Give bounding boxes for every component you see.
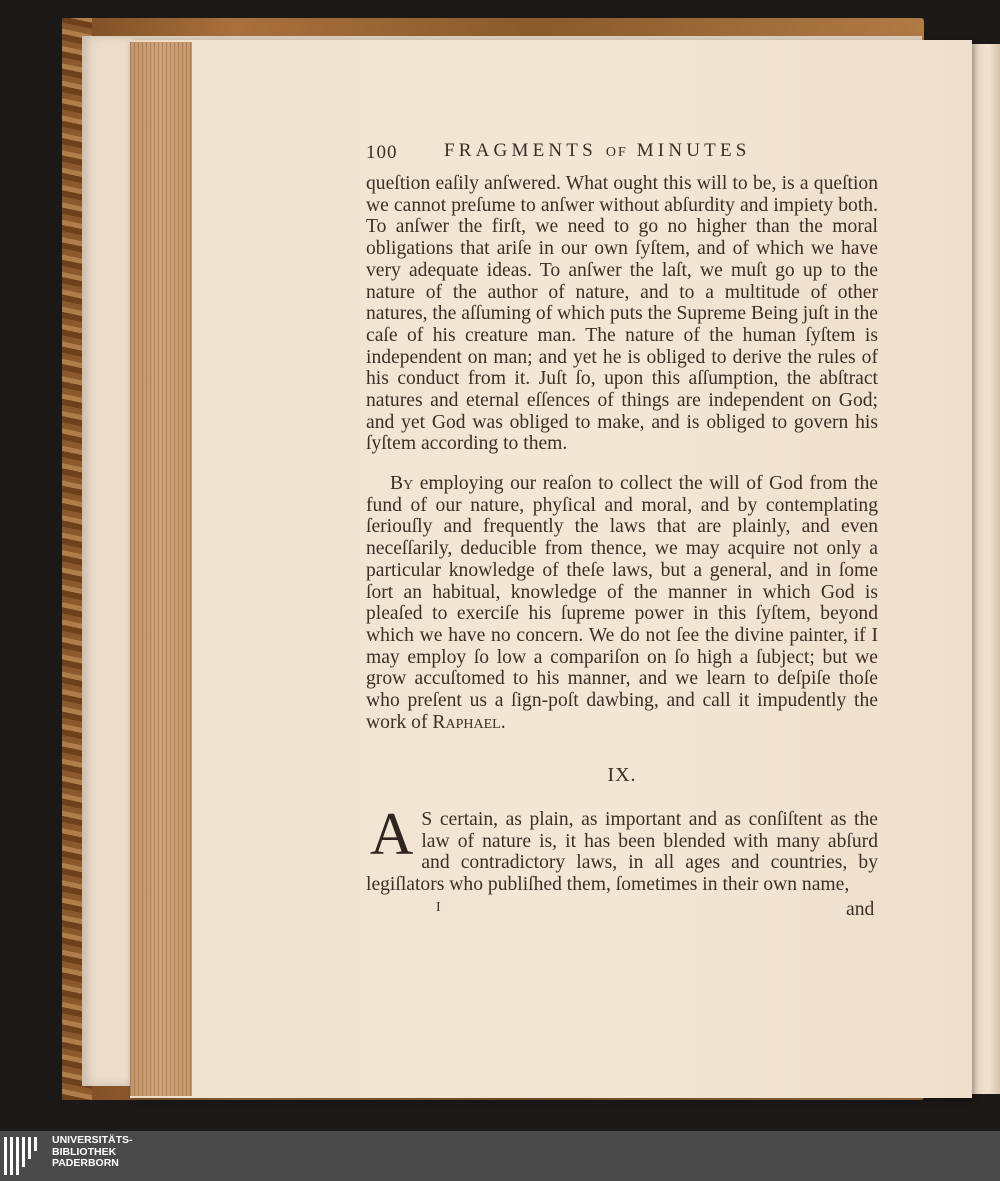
catchword: and [846, 899, 875, 920]
page-edges [130, 42, 192, 1096]
library-bars-logo-icon [2, 1135, 44, 1177]
paragraph-3 [366, 801, 878, 896]
library-name [52, 1135, 133, 1170]
next-leaf-edge [972, 44, 1000, 1094]
running-title-part1: FRAGMENTS [444, 140, 597, 161]
drop-cap: A [370, 801, 414, 867]
signature-mark: I [436, 900, 441, 915]
paragraph-2-end: . [500, 711, 506, 733]
paragraph-2-lead: By [390, 473, 414, 494]
section-number: IX. [607, 764, 637, 786]
running-title [444, 140, 751, 162]
paragraph-2 [366, 473, 878, 733]
running-title-or: OF [605, 145, 628, 160]
running-title-part2: MINUTES [636, 140, 751, 161]
paragraph-2-body: employing our reaſon to collect the will of God from the fund of our nature, phyſical and moral, and by contemplating ſeriouſly and frequently the laws that are plainly, and even neceſſarily, deducible from thence, we may acquire not only a particular knowledge of theſe laws, but a general, and in ſome ſort an habitual, knowledge of the manner in which God is pleaſed to exerciſe his ſupreme power in this ſyſtem, beyond which we have no concern. We do not ſee the divine painter, if I may employ ſo low a compariſon on ſo high a ſubject; but we grow accuſtomed to his manner, and we learn to deſpiſe thoſe who preſent us a ſign-poſt dawbing, and call it impudently the work of [366, 473, 878, 733]
running-head [366, 140, 878, 166]
library-name-line2: BIBLIOTHEK [52, 1145, 117, 1158]
paragraph-1: queſtion eaſily anſwered. What ought this will to be, is a queſtion we cannot preſume to anſwer without abſurdity and impiety both. To anſwer the firſt, we need to go no higher than the moral obligations that ariſe in our own ſyſtem, and of which we have very adequate ideas. To anſwer the laſt, we muſt go up to the nature of the author of nature, and to a multitude of other natures, the aſſuming of which puts the Supreme Being juſt in the caſe of his creature man. The nature of the human ſyſtem is independent on man; and yet he is obliged to derive the rules of his conduct from it. Juſt ſo, upon this aſſumption, the abſtract natures and eternal eſſences of things are independent on God; and yet God was obliged to make, and is obliged to govern his ſyſtem according to them. [366, 173, 878, 455]
library-name-line1: UNIVERSITÄTS- [52, 1134, 133, 1146]
library-name-line3: PADERBORN [52, 1157, 119, 1169]
page-number: 100 [366, 142, 398, 163]
paragraph-2-name: Raphael [432, 711, 501, 733]
paragraph-3-body: S certain, as plain, as important and as conſiſtent as the law of nature is, it has been blended with many abſurd and contradictory laws, in all ages and countries, by legiſlators who publiſhed them, ſometimes in their own name, [366, 809, 878, 896]
library-footer-bar [0, 1131, 1000, 1181]
